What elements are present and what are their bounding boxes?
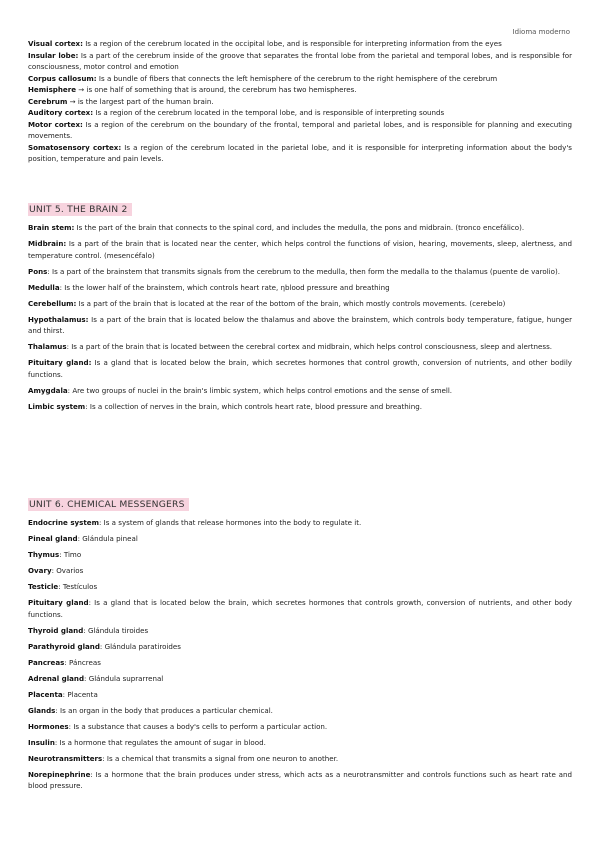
entry: Glands: Is an organ in the body that produces a particular chemical. — [28, 705, 273, 715]
entry: Endocrine system: Is a system of glands that release hormones into the body to regulate it. — [28, 518, 362, 527]
section-title: UNIT 5. THE BRAIN 2 — [28, 203, 132, 216]
entry: Medulla: Is the lower half of the brainstem, which controls heart rate, ηblood pressure and breathing — [28, 282, 390, 292]
entry: Motor cortex: Is a region of the cerebrum on the boundary of the frontal, temporal and parietal lobes, and is responsible for planning and executing movements. — [28, 119, 572, 140]
entry: Hemisphere → is one half of something that is around, the cerebrum has two hemispheres. — [28, 85, 357, 94]
entry: Auditory cortex: Is a region of the cerebrum located in the temporal lobe, and is responsible of interpreting sounds — [28, 108, 445, 117]
entry: Pons: Is a part of the brainstem that transmits signals from the cerebrum to the medulla, then form the medalla to the thalamus (puente de varolio). — [28, 266, 561, 276]
page-header: Idioma moderno — [512, 28, 570, 36]
entry: Cerebellum: Is a part of the brain that is located at the rear of the bottom of the brain, which mostly controls movements. (cerebelo) — [28, 298, 506, 308]
entry: Midbrain: Is a part of the brain that is located near the center, which helps control the functions of vision, hearing, movements, sleep, alertness, and temperature control. (mesencéfalo) — [28, 239, 572, 260]
section-top — [28, 38, 572, 165]
entry: Limbic system: Is a collection of nerves in the brain, which controls heart rate, blood pressure and breathing. — [28, 401, 422, 411]
entry: Parathyroid gland: Glándula paratiroides — [28, 641, 181, 651]
entry: Cerebrum → is the largest part of the human brain. — [28, 96, 214, 106]
entry: Brain stem: Is the part of the brain that connects to the spinal cord, and includes the medulla, the pons and midbrain. (tronco encefálico). — [28, 223, 525, 232]
entry: Ovary: Ovarios — [28, 566, 84, 575]
entry: Thyroid gland: Glándula tiroides — [28, 625, 149, 635]
entry: Testicle: Testículos — [28, 582, 98, 591]
entry: Placenta: Placenta — [28, 689, 98, 699]
entry: Pancreas: Páncreas — [28, 657, 101, 667]
section-unit6 — [28, 492, 572, 796]
entry: Thalamus: Is a part of the brain that is located between the cerebral cortex and midbrain, which helps control consciousness, sleep and alertness. — [28, 342, 553, 351]
entry: Thymus: Timo — [28, 550, 82, 559]
entry: Adrenal gland: Glándula suprarrenal — [28, 673, 164, 683]
entry: Hypothalamus: Is a part of the brain that is located below the thalamus and above the brainstem, which controls body temperature, fatigue, hunger and thirst. — [28, 314, 572, 335]
entry: Amygdala: Are two groups of nuclei in the brain's limbic system, which helps control emotions and the sense of smell. — [28, 385, 453, 395]
entry: Pineal gland: Glándula pineal — [28, 534, 138, 543]
entry: Pituitary gland: Is a gland that is located below the brain, which secretes hormones that controls growth, conversion of nutrients, and other body functions. — [28, 598, 572, 619]
entry: Insular lobe: Is a part of the cerebrum inside of the groove that separates the frontal lobe from the parietal and temporal lobes, and is responsible for consciousness, motor control and emotion — [28, 50, 572, 71]
entry: Corpus callosum: Is a bundle of fibers that connects the left hemisphere of the cerebrum to the right hemisphere of the cerebrum — [28, 73, 498, 83]
section-unit5 — [28, 197, 572, 417]
entry: Insulin: Is a hormone that regulates the amount of sugar in blood. — [28, 737, 266, 747]
entry: Hormones: Is a substance that causes a body's cells to perform a particular action. — [28, 721, 328, 731]
entry: Pituitary gland: Is a gland that is located below the brain, which secretes hormones that control growth, conversion of nutrients, and other bodily functions. — [28, 358, 572, 379]
entry: Somatosensory cortex: Is a region of the cerebrum located in the parietal lobe, and it is responsible for interpreting information about the body's position, temperature and pain levels. — [28, 142, 572, 163]
entry: Neurotransmitters: Is a chemical that transmits a signal from one neuron to another. — [28, 753, 339, 763]
entry: Norepinephrine: Is a hormone that the brain produces under stress, which acts as a neurotransmitter and controls functions such as heart rate and blood pressure. — [28, 769, 572, 790]
section-title: UNIT 6. CHEMICAL MESSENGERS — [28, 498, 189, 511]
entry: Visual cortex: Is a region of the cerebrum located in the occipital lobe, and is responsible for interpreting information from the eyes — [28, 39, 502, 48]
